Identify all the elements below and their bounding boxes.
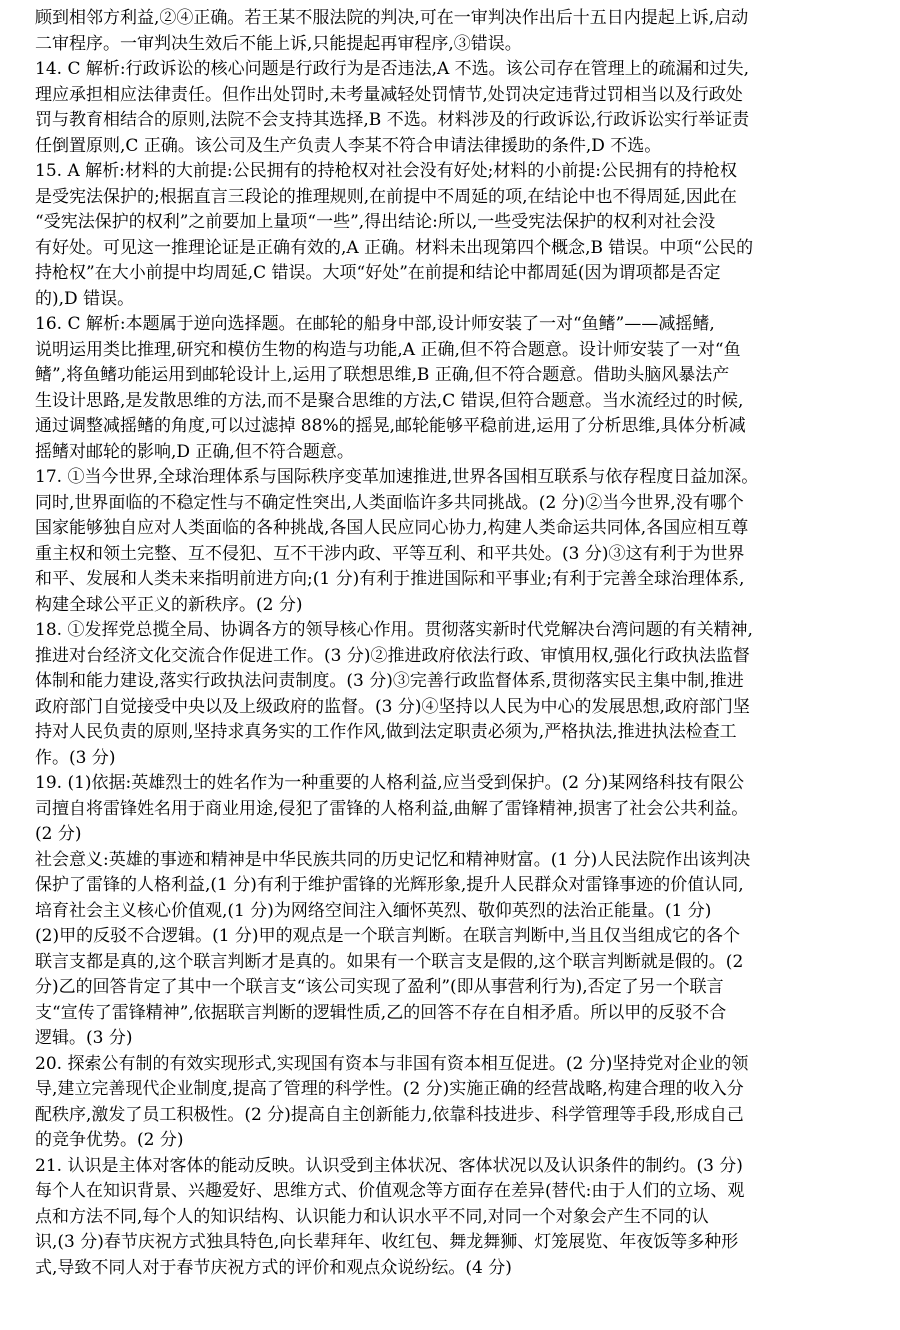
answer-paragraph-q14 (35, 57, 882, 159)
text-line: 摇鳍对邮轮的影响,D 正确,但不符合题意。 (35, 441, 354, 462)
answer-paragraph-q19-2 (35, 924, 882, 1052)
text-line: 政府部门自觉接受中央以及上级政府的监督。(3 分)④坚持以人民为中心的发展思想,政府部门坚 (35, 696, 750, 717)
answer-paragraph-q17 (35, 465, 882, 618)
text-line: 配秩序,激发了员工积极性。(2 分)提高自主创新能力,依靠科技进步、科学管理等手段,形成自己 (35, 1104, 744, 1125)
answer-paragraph-q13-tail (35, 6, 882, 57)
text-line: 14. C 解析:行政诉讼的核心问题是行政行为是否违法,A 不选。该公司存在管理上的疏漏和过失, (35, 59, 750, 79)
answer-paragraph-q15 (35, 159, 882, 312)
text-line: 任倒置原则,C 正确。该公司及生产负责人李某不符合申请法律援助的条件,D 不选。 (35, 135, 662, 156)
text-line: 识,(3 分)春节庆祝方式独具特色,向长辈拜年、收红包、舞龙舞狮、灯笼展览、年夜饭等多种形 (35, 1232, 739, 1252)
text-line: 生设计思路,是发散思维的方法,而不是聚合思维的方法,C 错误,但符合题意。当水流经过的时候, (35, 390, 744, 411)
text-line: 导,建立完善现代企业制度,提高了管理的科学性。(2 分)实施正确的经营战略,构建合理的收入分 (35, 1079, 744, 1099)
text-line: 点和方法不同,每个人的知识结构、认识能力和认识水平不同,对同一个对象会产生不同的认 (35, 1206, 709, 1227)
text-line: 和平、发展和人类未来指明前进方向;(1 分)有利于推进国际和平事业;有利于完善全球治理体系, (35, 569, 745, 589)
text-line: 17. ①当今世界,全球治理体系与国际秩序变革加速推进,世界各国相互联系与依存程度日益加深。 (35, 467, 759, 487)
text-line: 保护了雷锋的人格利益,(1 分)有利于维护雷锋的光辉形象,提升人民群众对雷锋事迹的价值认同, (35, 875, 744, 895)
answer-paragraph-q19-meaning (35, 848, 882, 925)
text-line: 鳍”,将鱼鳍功能运用到邮轮设计上,运用了联想思维,B 正确,但不符合题意。借助头脑风暴法产 (35, 365, 730, 385)
text-line: 作。(3 分) (35, 747, 116, 768)
text-line: (2)甲的反驳不合逻辑。(1 分)甲的观点是一个联言判断。在联言判断中,当且仅当组成它的各个 (35, 926, 740, 946)
text-line: 16. C 解析:本题属于逆向选择题。在邮轮的船身中部,设计师安装了一对“鱼鳍”——减摇鳍, (35, 314, 715, 334)
text-line: 说明运用类比推理,研究和模仿生物的构造与功能,A 正确,但不符合题意。设计师安装了一对“鱼 (35, 339, 741, 360)
text-line: 持对人民负责的原则,坚持求真务实的工作作风,做到法定职责必须为,严格执法,推进执法检查工 (35, 722, 737, 742)
text-line: 21. 认识是主体对客体的能动反映。认识受到主体状况、客体状况以及认识条件的制约。(3 分) (35, 1155, 743, 1176)
text-line: 每个人在知识背景、兴趣爱好、思维方式、价值观念等方面存在差异(替代:由于人们的立场、观 (35, 1181, 745, 1201)
text-line: 国家能够独自应对人类面临的各种挑战,各国人民应同心协力,构建人类命运共同体,各国应相互尊 (35, 518, 749, 538)
text-line: 同时,世界面临的不稳定性与不确定性突出,人类面临许多共同挑战。(2 分)②当今世界,没有哪个 (35, 492, 744, 513)
text-line: 支“宣传了雷锋精神”,依据联言判断的逻辑性质,乙的回答不存在自相矛盾。所以甲的反驳不合 (35, 1002, 727, 1023)
text-line: (2 分) (35, 824, 82, 844)
text-line: 重主权和领土完整、互不侵犯、互不干涉内政、平等互利、和平共处。(3 分)③这有利于为世界 (35, 543, 745, 564)
text-line: 联言支都是真的,这个联言判断才是真的。如果有一个联言支是假的,这个联言判断就是假的。(2 (35, 951, 744, 972)
answer-paragraph-q20 (35, 1052, 882, 1154)
answer-paragraph-q18 (35, 618, 882, 771)
text-line: 通过调整减摇鳍的角度,可以过滤掉 88%的摇晃,邮轮能够平稳前进,运用了分析思维,具体分析减 (35, 416, 746, 436)
text-line: 培育社会主义核心价值观,(1 分)为网络空间注入缅怀英烈、敬仰英烈的法治正能量。(1 分) (35, 900, 712, 921)
text-line: 是受宪法保护的;根据直言三段论的推理规则,在前提中不周延的项,在结论中也不得周延,因此在 (35, 186, 737, 207)
text-line: 逻辑。(3 分) (35, 1028, 133, 1048)
text-line: 体制和能力建设,落实行政执法问责制度。(3 分)③完善行政监督体系,贯彻落实民主集中制,推进 (35, 671, 744, 691)
text-line: 18. ①发挥党总揽全局、协调各方的领导核心作用。贯彻落实新时代党解决台湾问题的有关精神, (35, 620, 753, 640)
text-line: 15. A 解析:材料的大前提:公民拥有的持枪权对社会没有好处;材料的小前提:公民拥有的持枪权 (35, 161, 738, 181)
text-line: 的),D 错误。 (35, 288, 135, 309)
text-line: 推进对台经济文化交流合作促进工作。(3 分)②推进政府依法行政、审慎用权,强化行政执法监督 (35, 645, 750, 666)
text-line: “受宪法保护的权利”之前要加上量项“一些”,得出结论:所以,一些受宪法保护的权利对社会没 (35, 212, 716, 232)
text-line: 二审程序。一审判决生效后不能上诉,只能提起再审程序,③错误。 (35, 33, 522, 54)
text-line: 有好处。可见这一推理论证是正确有效的,A 正确。材料未出现第四个概念,B 错误。中项“公民的 (35, 237, 754, 258)
answer-paragraph-q21 (35, 1154, 882, 1282)
answer-paragraph-q19-1 (35, 771, 882, 848)
text-line: 分)乙的回答肯定了其中一个联言支“该公司实现了盈利”(即从事营利行为),否定了另一个联言 (35, 977, 724, 997)
text-line: 式,导致不同人对于春节庆祝方式的评价和观点众说纷纭。(4 分) (35, 1257, 512, 1278)
text-line: 顾到相邻方利益,②④正确。若王某不服法院的判决,可在一审判决作出后十五日内提起上诉,启动 (35, 8, 749, 28)
text-line: 罚与教育相结合的原则,法院不会支持其选择,B 不选。材料涉及的行政诉讼,行政诉讼实行举证责 (35, 110, 750, 130)
text-line: 理应承担相应法律责任。但作出处罚时,未考量减轻处罚情节,处罚决定违背过罚相当以及行政处 (35, 84, 743, 105)
text-line: 持枪权”在大小前提中均周延,C 错误。大项“好处”在前提和结论中都周延(因为谓项都是否定 (35, 263, 721, 283)
text-line: 20. 探索公有制的有效实现形式,实现国有资本与非国有资本相互促进。(2 分)坚持党对企业的领 (35, 1053, 749, 1074)
answer-paragraph-q16 (35, 312, 882, 465)
text-line: 社会意义:英雄的事迹和精神是中华民族共同的历史记忆和精神财富。(1 分)人民法院作出该判决 (35, 849, 751, 870)
text-line: 构建全球公平正义的新秩序。(2 分) (35, 594, 303, 615)
text-line: 的竞争优势。(2 分) (35, 1130, 184, 1150)
text-line: 司擅自将雷锋姓名用于商业用途,侵犯了雷锋的人格利益,曲解了雷锋精神,损害了社会公共利益。 (35, 798, 749, 819)
text-line: 19. (1)依据:英雄烈士的姓名作为一种重要的人格利益,应当受到保护。(2 分)某网络科技有限公 (35, 773, 745, 793)
